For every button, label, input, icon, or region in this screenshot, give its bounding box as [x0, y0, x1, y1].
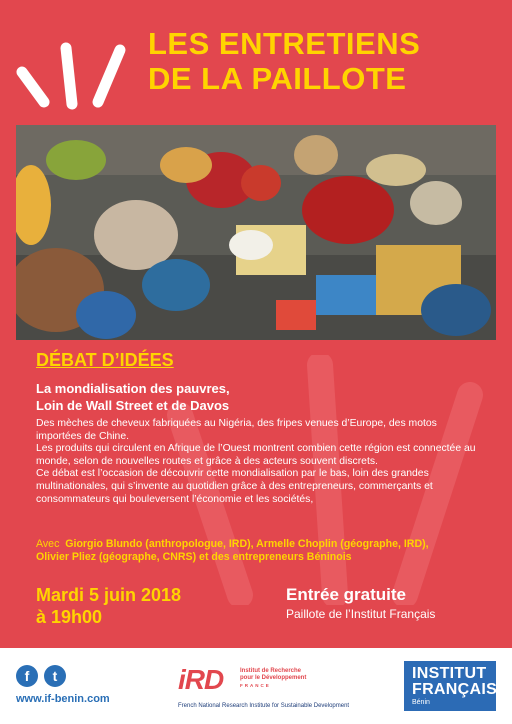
description-paragraph-3: Ce débat est l’occasion de découvrir cette mondialisation par le bas, loin des grandes multinationales, qui s’invente au quotidien grâce à des entrepreneurs, commerçants et consommateurs qui bouleversent l’économie et les sociétés,	[36, 468, 433, 505]
website-link[interactable]: www.if-benin.com	[16, 693, 110, 705]
subtitle-line-2: Loin de Wall Street et de Davos	[36, 398, 230, 413]
speakers	[36, 538, 476, 564]
event-date: Mardi 5 juin 2018	[36, 585, 182, 605]
ird-line-2: pour le Développement	[240, 675, 307, 681]
institut-francais-logo	[404, 661, 496, 711]
institut-line-2: FRANÇAIS	[412, 681, 498, 698]
description-paragraph-1: Des mèches de cheveux fabriquées au Nigéria, des fripes venues d’Europe, des motos importées de Chine.	[36, 418, 437, 442]
speakers-prefix: Avec	[36, 538, 60, 550]
event-time: à 19h00	[36, 607, 103, 627]
market-photo	[16, 125, 496, 340]
ird-logo	[178, 664, 358, 714]
ird-line-3: FRANCE	[240, 683, 271, 688]
event-description	[36, 418, 476, 506]
ird-name	[240, 668, 306, 689]
ird-line-1: Institut de Recherche	[240, 668, 302, 674]
ird-mark: iRD	[178, 664, 224, 695]
entry-title: Entrée gratuite	[286, 585, 406, 604]
entry-place: Paillote de l’Institut Français	[286, 607, 436, 621]
ird-tagline: French National Research Institute for Sustainable Development	[178, 703, 350, 709]
institut-line-1: INSTITUT	[412, 665, 487, 682]
entry-info	[286, 585, 435, 622]
institut-line-3: Bénin	[412, 699, 430, 706]
description-paragraph-2: Les produits qui circulent en Afrique de l’Ouest montrent combien cette région est connectée au monde, selon de nouvelles routes et grâce à des acteurs souvent discrets.	[36, 443, 476, 467]
paillote-logo-icon	[16, 30, 136, 110]
section-label: DÉBAT D’IDÉES	[36, 350, 174, 370]
page-title	[148, 26, 420, 96]
twitter-icon[interactable]: t	[44, 665, 66, 687]
title-line-1: LES ENTRETIENS	[148, 26, 421, 61]
title-line-2: DE LA PAILLOTE	[148, 61, 407, 96]
subtitle-line-1: La mondialisation des pauvres,	[36, 381, 230, 396]
event-subtitle	[36, 380, 230, 414]
facebook-icon[interactable]: f	[16, 665, 38, 687]
speakers-line-2: Olivier Pliez (géographe, CNRS) et des entrepreneurs Béninois	[36, 551, 352, 563]
event-datetime	[36, 584, 181, 628]
social-links	[16, 665, 66, 687]
speakers-line-1: Giorgio Blundo (anthropologue, IRD), Armelle Choplin (géographe, IRD),	[65, 538, 429, 550]
